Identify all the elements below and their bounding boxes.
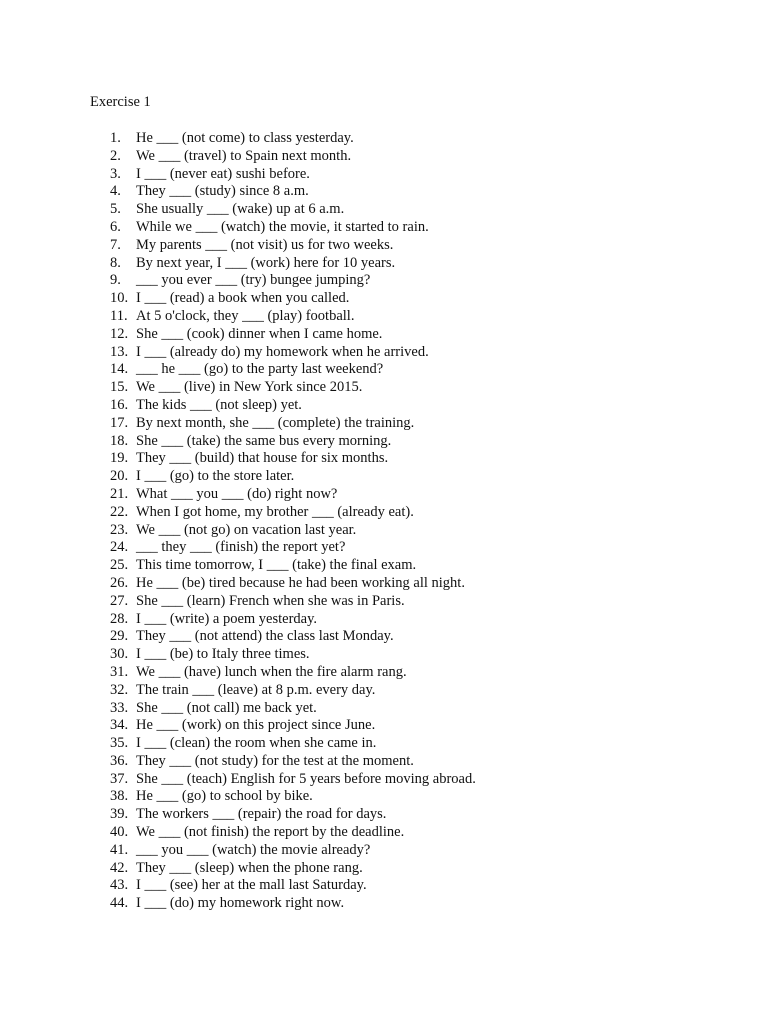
exercise-item-number: 18.	[110, 432, 129, 449]
exercise-item-number: 17.	[110, 414, 129, 431]
exercise-item-number: 22.	[110, 503, 129, 520]
exercise-title: Exercise 1	[90, 94, 151, 110]
exercise-item-text: She ___ (take) the same bus every morning.	[136, 432, 392, 449]
exercise-item-number: 33.	[110, 699, 129, 716]
exercise-item-text: We ___ (travel) to Spain next month.	[136, 147, 352, 164]
exercise-item-text: They ___ (study) since 8 a.m.	[136, 183, 309, 200]
exercise-item	[0, 308, 768, 326]
exercise-item-number: 15.	[110, 379, 129, 396]
exercise-item-text: She ___ (learn) French when she was in Paris.	[136, 592, 405, 609]
exercise-item-text: He ___ (go) to school by bike.	[136, 788, 313, 805]
exercise-item-text: They ___ (not attend) the class last Monday.	[136, 628, 394, 645]
exercise-item-number: 20.	[110, 468, 129, 485]
exercise-item	[0, 148, 768, 166]
exercise-item	[0, 771, 768, 789]
exercise-item-text: The workers ___ (repair) the road for days.	[136, 806, 387, 823]
exercise-item-number: 19.	[110, 450, 129, 467]
exercise-list	[0, 130, 768, 913]
exercise-item-number: 8.	[110, 254, 121, 271]
exercise-item	[0, 183, 768, 201]
exercise-item-text: We ___ (not go) on vacation last year.	[136, 521, 357, 538]
exercise-item	[0, 664, 768, 682]
exercise-item	[0, 130, 768, 148]
exercise-item-text: ___ you ever ___ (try) bungee jumping?	[136, 272, 371, 289]
exercise-item-text: He ___ (work) on this project since June.	[136, 717, 376, 734]
exercise-item-number: 21.	[110, 485, 129, 502]
exercise-item-number: 14.	[110, 361, 129, 378]
exercise-item-text: He ___ (not come) to class yesterday.	[136, 130, 354, 146]
exercise-item-text: We ___ (live) in New York since 2015.	[136, 379, 363, 396]
exercise-item-text: I ___ (see) her at the mall last Saturday.	[136, 877, 367, 894]
exercise-item-number: 3.	[110, 165, 121, 182]
exercise-item-number: 30.	[110, 646, 129, 663]
exercise-item-number: 7.	[110, 236, 121, 253]
exercise-item-text: What ___ you ___ (do) right now?	[136, 485, 338, 502]
exercise-item-number: 11.	[110, 307, 128, 324]
exercise-item	[0, 201, 768, 219]
exercise-item-text: They ___ (sleep) when the phone rang.	[136, 859, 363, 876]
exercise-item-number: 35.	[110, 735, 129, 752]
exercise-item	[0, 433, 768, 451]
exercise-item-number: 10.	[110, 290, 129, 307]
exercise-item-number: 5.	[110, 201, 121, 218]
exercise-item-text: I ___ (write) a poem yesterday.	[136, 610, 318, 627]
exercise-item-text: By next year, I ___ (work) here for 10 years.	[136, 254, 396, 271]
exercise-item-number: 23.	[110, 521, 129, 538]
exercise-item-number: 40.	[110, 824, 129, 841]
exercise-item-number: 13.	[110, 343, 129, 360]
exercise-item	[0, 735, 768, 753]
exercise-item-text: She ___ (not call) me back yet.	[136, 699, 317, 716]
exercise-item-text: While we ___ (watch) the movie, it started to rain.	[136, 218, 429, 235]
exercise-item-text: I ___ (never eat) sushi before.	[136, 165, 310, 182]
exercise-item	[0, 379, 768, 397]
exercise-item-text: At 5 o'clock, they ___ (play) football.	[136, 307, 355, 324]
exercise-item-number: 9.	[110, 272, 121, 289]
exercise-item-text: I ___ (read) a book when you called.	[136, 290, 350, 307]
exercise-item	[0, 877, 768, 895]
exercise-item-text: When I got home, my brother ___ (already eat).	[136, 503, 414, 520]
exercise-item	[0, 860, 768, 878]
exercise-item-text: They ___ (build) that house for six months.	[136, 450, 389, 467]
exercise-item	[0, 539, 768, 557]
exercise-item-number: 12.	[110, 325, 129, 342]
exercise-item	[0, 397, 768, 415]
exercise-item-text: I ___ (go) to the store later.	[136, 468, 295, 485]
exercise-item	[0, 272, 768, 290]
exercise-item	[0, 361, 768, 379]
exercise-item	[0, 219, 768, 237]
exercise-item-text: ___ you ___ (watch) the movie already?	[136, 841, 371, 858]
exercise-item	[0, 344, 768, 362]
exercise-item-number: 31.	[110, 663, 129, 680]
exercise-item-number: 41.	[110, 841, 129, 858]
exercise-item-number: 36.	[110, 752, 129, 769]
exercise-item-number: 43.	[110, 877, 129, 894]
exercise-item-number: 28.	[110, 610, 129, 627]
exercise-item-text: This time tomorrow, I ___ (take) the final exam.	[136, 557, 417, 574]
exercise-item-text: I ___ (already do) my homework when he arrived.	[136, 343, 429, 360]
exercise-item	[0, 717, 768, 735]
exercise-item-number: 34.	[110, 717, 129, 734]
exercise-item	[0, 842, 768, 860]
exercise-item	[0, 611, 768, 629]
exercise-item	[0, 450, 768, 468]
exercise-item-number: 29.	[110, 628, 129, 645]
exercise-item	[0, 415, 768, 433]
exercise-item-text: We ___ (not finish) the report by the deadline.	[136, 824, 405, 841]
exercise-item-number: 39.	[110, 806, 129, 823]
exercise-item	[0, 166, 768, 184]
exercise-item-number: 16.	[110, 396, 129, 413]
exercise-item	[0, 504, 768, 522]
exercise-item-number: 27.	[110, 592, 129, 609]
exercise-item-text: She ___ (teach) English for 5 years before moving abroad.	[136, 770, 476, 787]
exercise-item	[0, 522, 768, 540]
exercise-item-text: We ___ (have) lunch when the fire alarm rang.	[136, 663, 407, 680]
exercise-item	[0, 824, 768, 842]
exercise-item-number: 25.	[110, 557, 129, 574]
exercise-item	[0, 575, 768, 593]
exercise-item	[0, 682, 768, 700]
exercise-item-number: 24.	[110, 539, 129, 556]
exercise-item	[0, 628, 768, 646]
exercise-item-text: ___ he ___ (go) to the party last weekend?	[136, 361, 384, 378]
exercise-item-text: I ___ (be) to Italy three times.	[136, 646, 310, 663]
exercise-item-text: I ___ (do) my homework right now.	[136, 895, 345, 912]
exercise-item-number: 6.	[110, 218, 121, 235]
exercise-item-number: 42.	[110, 859, 129, 876]
exercise-item	[0, 646, 768, 664]
exercise-item-text: They ___ (not study) for the test at the moment.	[136, 752, 414, 769]
exercise-item-number: 37.	[110, 770, 129, 787]
exercise-item-number: 38.	[110, 788, 129, 805]
exercise-item-text: The train ___ (leave) at 8 p.m. every day.	[136, 681, 376, 698]
exercise-item-number: 32.	[110, 681, 129, 698]
exercise-item-text: ___ they ___ (finish) the report yet?	[136, 539, 346, 556]
exercise-item	[0, 700, 768, 718]
exercise-item	[0, 255, 768, 273]
exercise-item	[0, 788, 768, 806]
exercise-item-text: I ___ (clean) the room when she came in.	[136, 735, 377, 752]
exercise-item-text: The kids ___ (not sleep) yet.	[136, 396, 302, 413]
exercise-item	[0, 486, 768, 504]
exercise-item	[0, 753, 768, 771]
exercise-item-text: She ___ (cook) dinner when I came home.	[136, 325, 383, 342]
exercise-item	[0, 326, 768, 344]
exercise-item-number: 2.	[110, 147, 121, 164]
exercise-item-number: 1.	[110, 130, 121, 146]
exercise-item	[0, 468, 768, 486]
exercise-item	[0, 895, 768, 913]
exercise-item-number: 4.	[110, 183, 121, 200]
exercise-item-number: 44.	[110, 895, 129, 912]
exercise-item-text: My parents ___ (not visit) us for two weeks.	[136, 236, 394, 253]
exercise-item	[0, 290, 768, 308]
exercise-item-text: He ___ (be) tired because he had been working all night.	[136, 574, 465, 591]
exercise-item	[0, 593, 768, 611]
exercise-item-text: By next month, she ___ (complete) the training.	[136, 414, 415, 431]
exercise-item	[0, 806, 768, 824]
exercise-item	[0, 237, 768, 255]
exercise-item-text: She usually ___ (wake) up at 6 a.m.	[136, 201, 345, 218]
exercise-item-number: 26.	[110, 574, 129, 591]
exercise-item	[0, 557, 768, 575]
